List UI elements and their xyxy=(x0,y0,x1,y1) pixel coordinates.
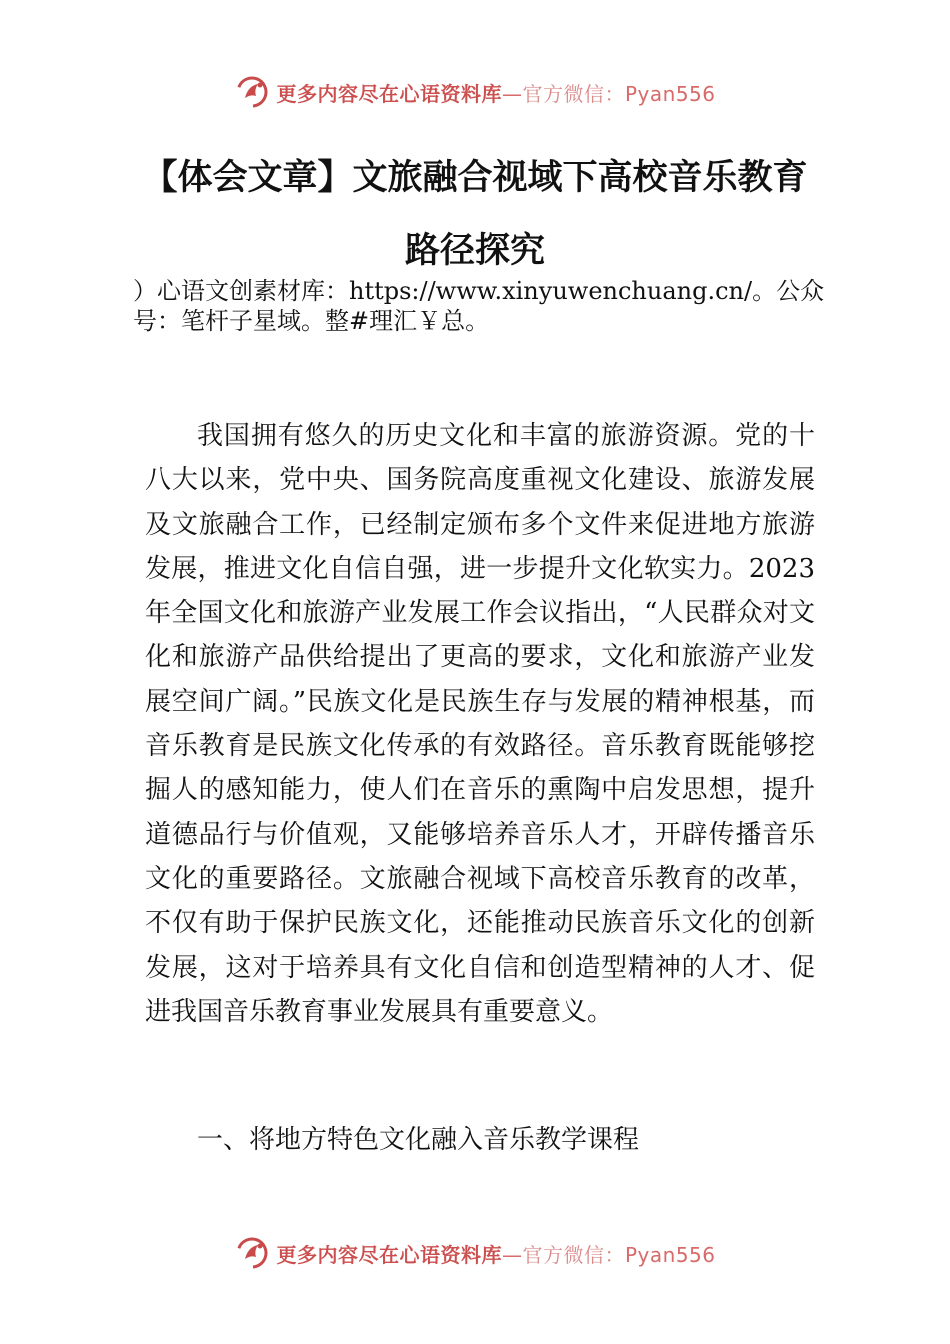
banner-dash: — xyxy=(501,1242,523,1267)
banner-wechat-id: Pyan556 xyxy=(624,1242,716,1267)
body-paragraph: 我国拥有悠久的历史文化和丰富的旅游资源。党的十八大以来，党中央、国务院高度重视文化建设、旅游发展及文旅融合工作，已经制定颁布多个文件来促进地方旅游发展，推进文化自信自强，进一步提升文化软实力。2023 年全国文化和旅游产业发展工作会议指出，“人民群众对文化和旅游产品供给提出了更高的要求，文化和旅游产业发展空间广阔。”民族文化是民族生存与发展的精神根基，而音乐教育是民族文化传承的有效路径。音乐教育既能够挖掘人的感知能力，使人们在音乐的熏陶中启发思想，提升道德品行与价值观，又能够培养音乐人才，开辟传播音乐文化的重要路径。文旅融合视域下高校音乐教育的改革，不仅有助于保护民族文化，还能推动民族音乐文化的创新发展，这对于培养具有文化自信和创造型精神的人才、促进我国音乐教育事业发展具有重要意义。 xyxy=(145,421,815,1027)
banner-slogan: 更多内容尽在心语资料库 xyxy=(276,1242,502,1267)
banner-wechat-label: 官方微信： xyxy=(522,81,625,106)
banner-text xyxy=(276,78,715,107)
document-title-line-2: 路径探究 xyxy=(404,231,545,271)
banner-text xyxy=(276,1239,715,1268)
brand-logo-icon xyxy=(234,1235,270,1271)
document-title-line-1: 【体会文章】文旅融合视域下高校音乐教育 xyxy=(142,158,808,198)
footer-watermark-banner xyxy=(0,1231,950,1275)
banner-dash: — xyxy=(501,81,523,106)
brand-logo-icon xyxy=(234,74,270,110)
banner-wechat-id: Pyan556 xyxy=(624,81,716,106)
source-note: ）心语文创素材库：https://www.xinyuwenchuang.cn/。公众号：笔杆子星域。整#理汇￥总。 xyxy=(133,277,825,335)
section-heading: 一、将地方特色文化融入音乐教学课程 xyxy=(197,1125,640,1155)
header-watermark-banner xyxy=(0,70,950,114)
banner-wechat-label: 官方微信： xyxy=(522,1242,625,1267)
banner-slogan: 更多内容尽在心语资料库 xyxy=(276,81,502,106)
